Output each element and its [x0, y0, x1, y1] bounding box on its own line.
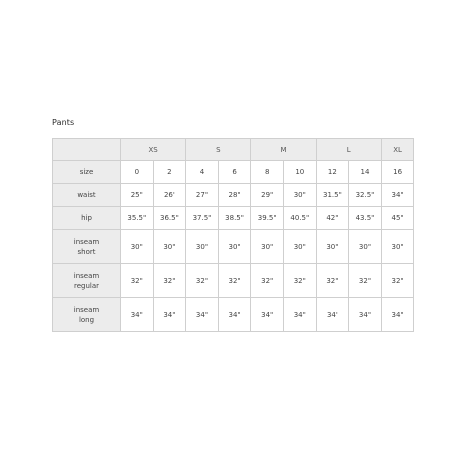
table-cell: 30"	[381, 230, 414, 264]
size-group-header: S	[186, 139, 251, 161]
table-cell: 34"	[251, 298, 284, 332]
row-label-text: waist	[77, 191, 96, 199]
table-cell: 35.5"	[121, 207, 154, 230]
table-cell: 16	[381, 161, 414, 184]
table-cell: 34"	[186, 298, 219, 332]
table-cell: 0	[121, 161, 154, 184]
table-cell: 28"	[218, 184, 251, 207]
row-label-text: inseam	[73, 271, 100, 280]
table-cell: 30"	[121, 230, 154, 264]
row-label-text: hip	[81, 214, 92, 222]
table-cell: 34"	[381, 184, 414, 207]
table-row	[53, 264, 414, 298]
table-cell: 4	[186, 161, 219, 184]
row-label-cell	[53, 161, 121, 184]
size-group-header-row	[53, 139, 414, 161]
table-cell: 30"	[186, 230, 219, 264]
row-label-cell	[53, 298, 121, 332]
row-label-text: regular	[73, 281, 100, 290]
table-cell: 45"	[381, 207, 414, 230]
table-cell: 32"	[316, 264, 349, 298]
table-cell: 30"	[283, 184, 316, 207]
table-cell: 14	[349, 161, 382, 184]
size-chart-body	[53, 161, 414, 332]
table-cell: 30"	[349, 230, 382, 264]
row-label-cell	[53, 207, 121, 230]
row-label-cell	[53, 230, 121, 264]
row-label-cell	[53, 184, 121, 207]
table-cell: 42"	[316, 207, 349, 230]
table-cell: 8	[251, 161, 284, 184]
size-chart-table	[52, 138, 414, 332]
table-cell: 34"	[121, 298, 154, 332]
size-group-header: XS	[121, 139, 186, 161]
table-cell: 32"	[349, 264, 382, 298]
table-cell: 32"	[381, 264, 414, 298]
row-label-text: size	[79, 168, 94, 176]
table-cell: 26'	[153, 184, 186, 207]
header-corner-cell	[53, 139, 121, 161]
table-cell: 43.5"	[349, 207, 382, 230]
table-cell: 32"	[186, 264, 219, 298]
table-cell: 36.5"	[153, 207, 186, 230]
table-title: Pants	[52, 118, 75, 127]
table-cell: 2	[153, 161, 186, 184]
table-cell: 34"	[381, 298, 414, 332]
table-cell: 32"	[153, 264, 186, 298]
table-cell: 34"	[349, 298, 382, 332]
table-row	[53, 207, 414, 230]
table-cell: 34"	[218, 298, 251, 332]
row-label-text: long	[78, 315, 95, 324]
table-cell: 30"	[251, 230, 284, 264]
table-cell: 32"	[283, 264, 316, 298]
table-cell: 6	[218, 161, 251, 184]
table-cell: 31.5"	[316, 184, 349, 207]
table-cell: 30"	[283, 230, 316, 264]
table-cell: 32"	[218, 264, 251, 298]
table-cell: 38.5"	[218, 207, 251, 230]
row-label-text: inseam	[73, 237, 100, 246]
table-cell: 34"	[283, 298, 316, 332]
table-cell: 27"	[186, 184, 219, 207]
table-row	[53, 298, 414, 332]
table-cell: 34"	[153, 298, 186, 332]
table-cell: 32"	[121, 264, 154, 298]
table-cell: 12	[316, 161, 349, 184]
table-cell: 30"	[316, 230, 349, 264]
table-cell: 32"	[251, 264, 284, 298]
table-cell: 39.5"	[251, 207, 284, 230]
table-cell: 34'	[316, 298, 349, 332]
table-cell: 10	[283, 161, 316, 184]
row-label-cell	[53, 264, 121, 298]
table-cell: 40.5"	[283, 207, 316, 230]
row-label-text: inseam	[73, 305, 100, 314]
table-row	[53, 184, 414, 207]
table-cell: 37.5"	[186, 207, 219, 230]
table-cell: 32.5"	[349, 184, 382, 207]
table-row	[53, 230, 414, 264]
row-label-text: short	[77, 247, 96, 256]
size-group-header: L	[316, 139, 381, 161]
table-cell: 30"	[153, 230, 186, 264]
table-row	[53, 161, 414, 184]
table-cell: 25"	[121, 184, 154, 207]
size-group-header: XL	[381, 139, 414, 161]
size-group-header: M	[251, 139, 316, 161]
table-cell: 30"	[218, 230, 251, 264]
table-cell: 29"	[251, 184, 284, 207]
